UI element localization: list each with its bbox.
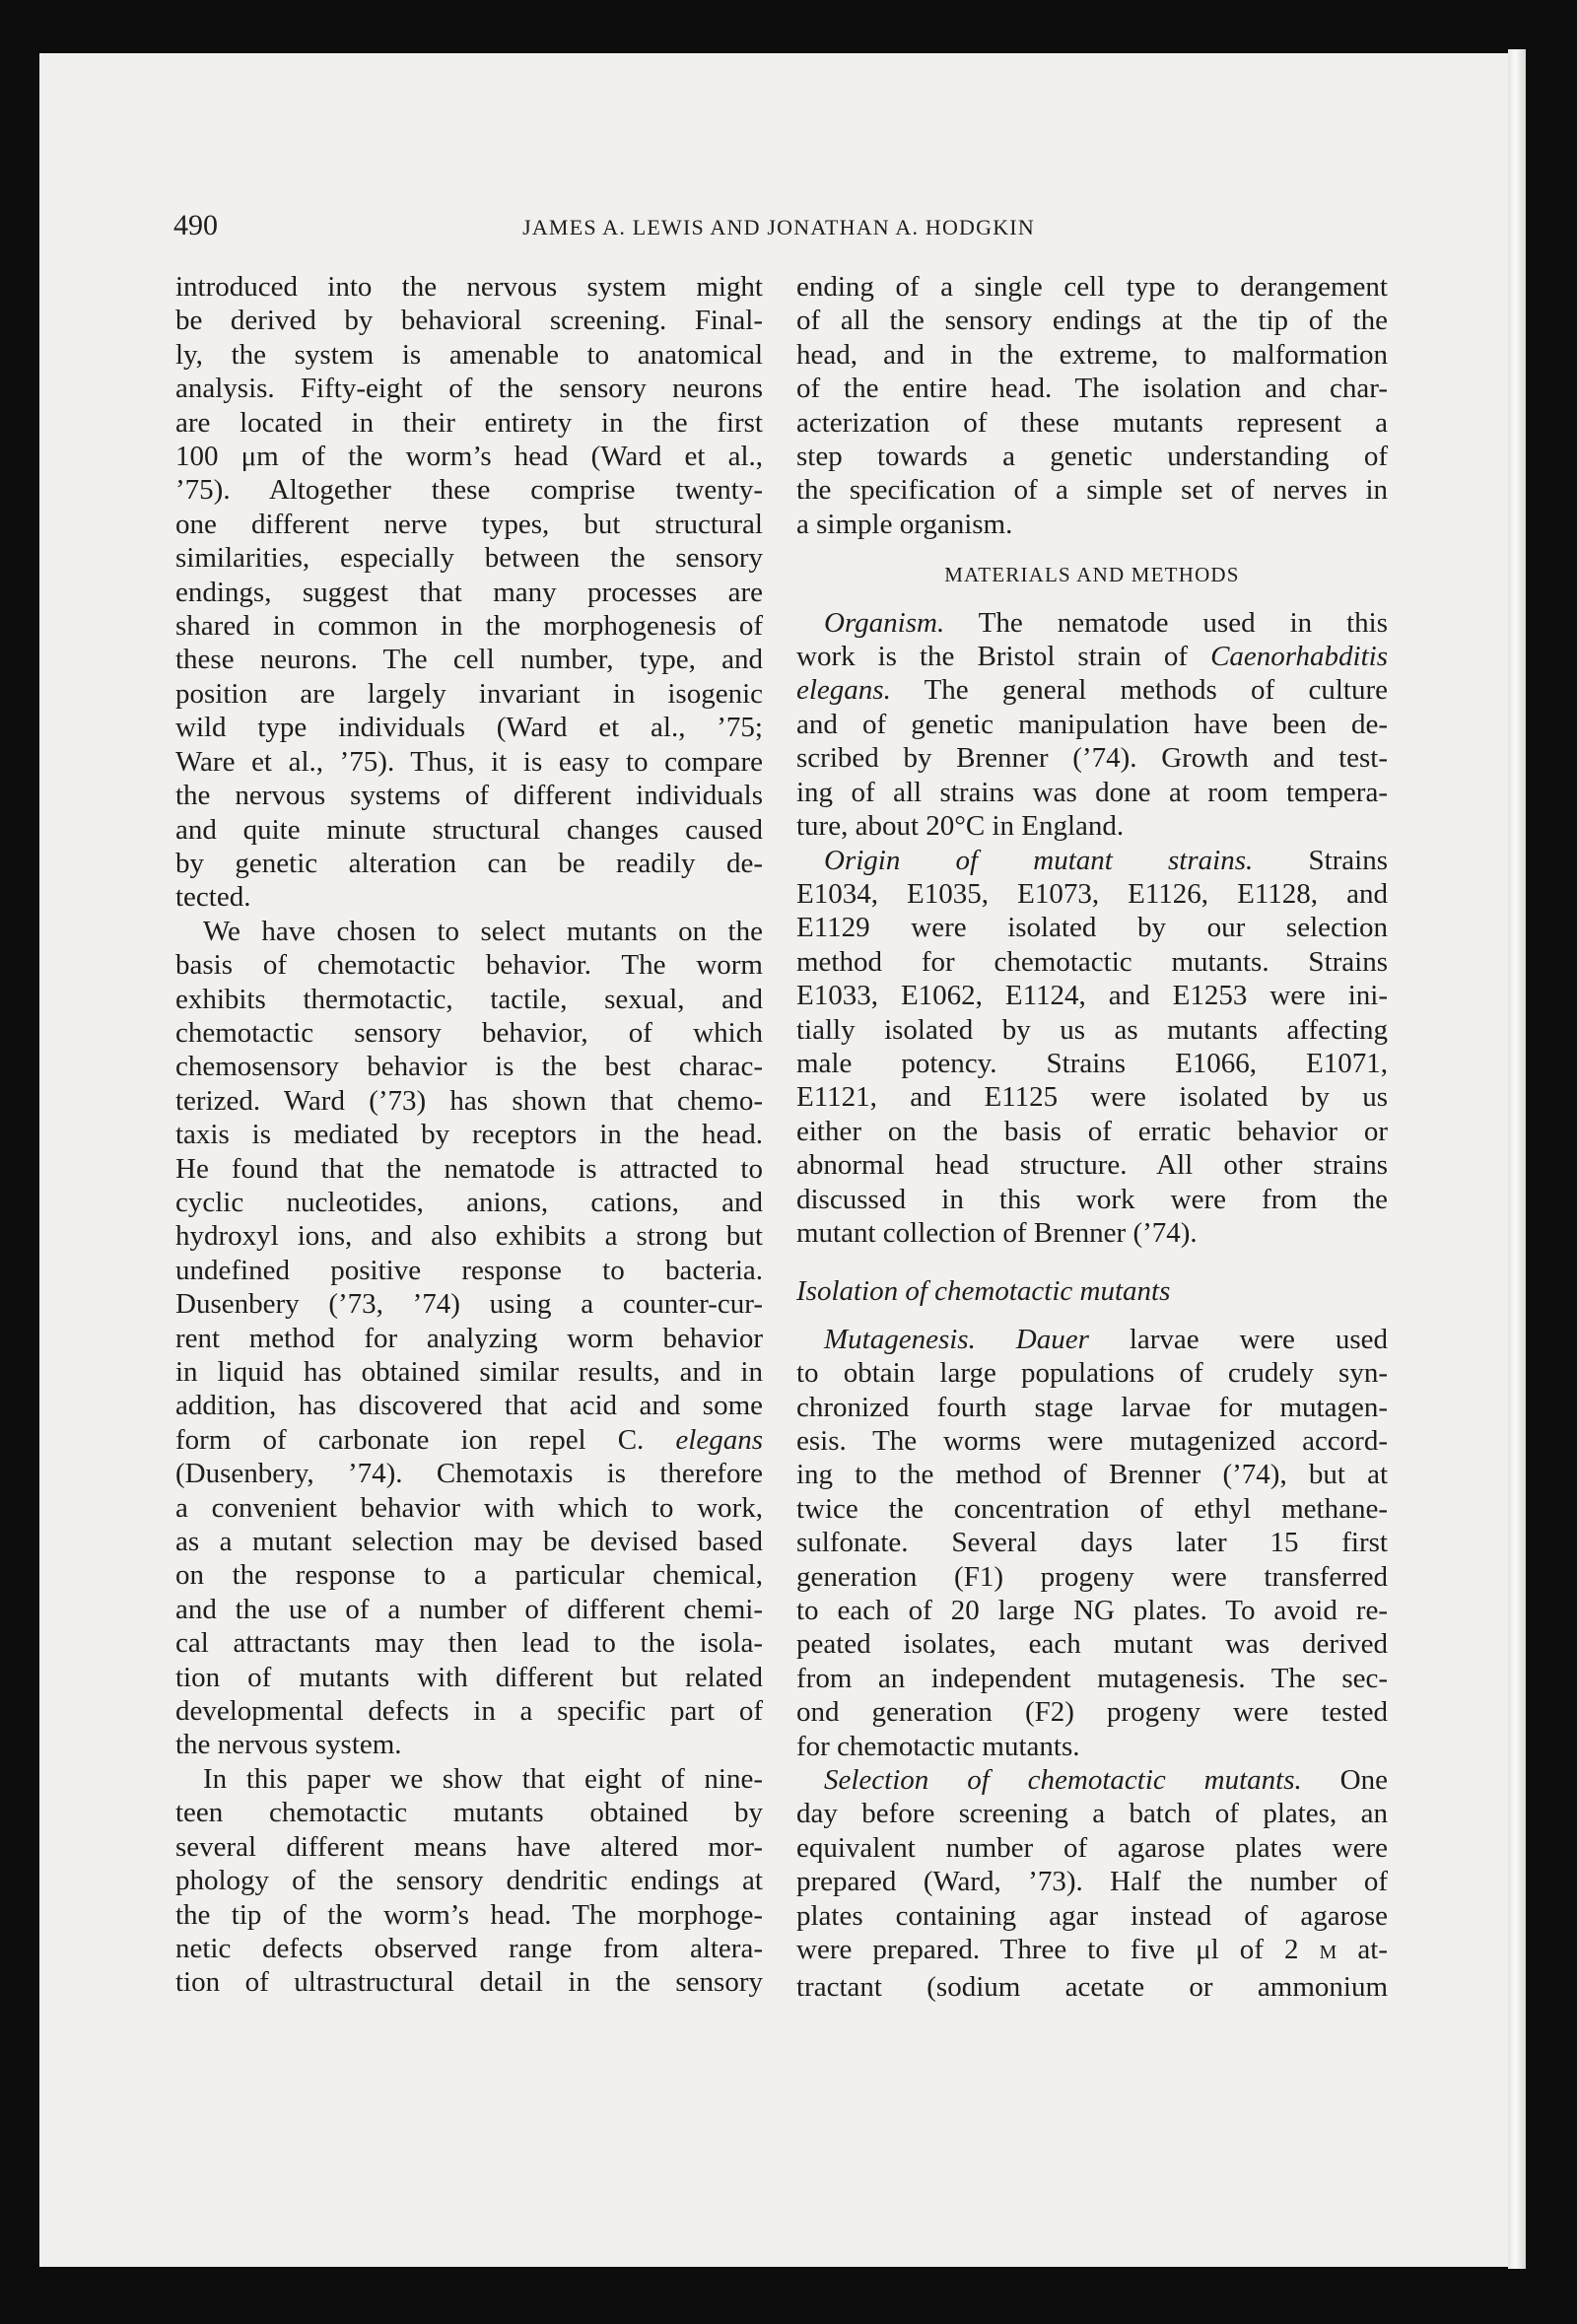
text-line: the nervous system. <box>175 1729 402 1761</box>
text-line: scribed by Brenner (’74). Growth and test- <box>796 742 1388 775</box>
text-line: in liquid has obtained similar results, and in <box>175 1356 763 1388</box>
text-line: abnormal head structure. All other strains <box>796 1149 1388 1182</box>
text-line: rent method for analyzing worm behavior <box>175 1322 763 1354</box>
text-line <box>796 606 1388 640</box>
text-line: of the entire head. The isolation and char- <box>796 373 1388 405</box>
text-line: tion of mutants with different but related <box>175 1661 763 1693</box>
text-line: to obtain large populations of crudely syn- <box>796 1357 1388 1390</box>
text-line: hydroxyl ions, and also exhibits a strong but <box>175 1220 763 1253</box>
text-line: developmental defects in a specific part of <box>175 1695 763 1728</box>
small-caps-text: M <box>1319 1942 1337 1964</box>
text-line: tion of ultrastructural detail in the sensory <box>175 1966 763 1999</box>
text-line: mutant collection of Brenner (’74). <box>796 1216 1198 1249</box>
text-line: addition, has discovered that acid and some <box>175 1390 763 1422</box>
italic-text: Caenorhabditis <box>1210 641 1388 673</box>
paragraph <box>796 1323 1388 1763</box>
text-line: wild type individuals (Ward et al., ’75; <box>175 712 763 744</box>
italic-text: Selection of chemotactic mutants. <box>824 1764 1302 1797</box>
text-span: Strains <box>1253 844 1388 876</box>
text-line: undefined positive response to bacteria. <box>175 1254 763 1286</box>
text-line: ing of all strains was done at room tempera- <box>796 776 1388 808</box>
text-line: tected. <box>175 881 251 914</box>
text-line: similarities, especially between the sensory <box>175 542 763 575</box>
italic-text: Origin of mutant strains. <box>824 844 1254 876</box>
text-line: tractant (sodium acetate or ammonium <box>796 1970 1388 2003</box>
text-line: step towards a genetic understanding of <box>796 441 1388 473</box>
text-line: ond generation (F2) progeny were tested <box>796 1696 1388 1729</box>
text-line: netic defects observed range from altera- <box>175 1932 763 1964</box>
text-line <box>796 1933 1388 1969</box>
text-line: these neurons. The cell number, type, and <box>175 644 763 676</box>
text-line: plates containing agar instead of agarose <box>796 1899 1388 1932</box>
text-line: head, and in the extreme, to malformation <box>796 338 1388 371</box>
text-line <box>796 844 1388 877</box>
text-span: were prepared. Three to five μl of 2 <box>796 1934 1320 1966</box>
text-line: from an independent mutagenesis. The sec- <box>796 1662 1388 1694</box>
text-line: phology of the sensory dendritic endings at <box>175 1865 763 1897</box>
text-line: teen chemotactic mutants obtained by <box>175 1797 763 1829</box>
text-span: The nematode used in this <box>944 606 1388 639</box>
text-span: work is the Bristol strain of <box>796 641 1211 673</box>
italic-text: elegans. <box>796 674 891 707</box>
text-line: day before screening a batch of plates, an <box>796 1798 1388 1830</box>
paragraph <box>796 844 1388 1251</box>
italic-text: elegans <box>675 1423 763 1456</box>
text-line: E1129 were isolated by our selection <box>796 912 1388 944</box>
text-line: Ware et al., ’75). Thus, it is easy to compare <box>175 745 763 778</box>
text-line <box>796 640 1388 673</box>
text-line: sulfonate. Several days later 15 first <box>796 1527 1388 1559</box>
right-column <box>796 270 1388 2004</box>
paragraph <box>796 1763 1388 2004</box>
text-line: ing to the method of Brenner (’74), but at <box>796 1459 1388 1491</box>
text-line: analysis. Fifty-eight of the sensory neurons <box>175 373 763 405</box>
text-line: equivalent number of agarose plates were <box>796 1831 1388 1864</box>
text-line: ending of a single cell type to derangement <box>796 271 1388 303</box>
text-line: twice the concentration of ethyl methane- <box>796 1492 1388 1525</box>
italic-text: Mutagenesis. <box>824 1323 976 1355</box>
text-line: shared in common in the morphogenesis of <box>175 610 763 643</box>
text-line: the nervous systems of different individuals <box>175 780 763 812</box>
text-line: endings, suggest that many processes are <box>175 576 763 608</box>
paragraph <box>175 915 763 1762</box>
running-title: JAMES A. LEWIS AND JONATHAN A. HODGKIN <box>522 215 1035 239</box>
text-line: E1121, and E1125 were isolated by us <box>796 1081 1388 1114</box>
text-line: basis of chemotactic behavior. The worm <box>175 949 763 982</box>
text-line: E1033, E1062, E1124, and E1253 were ini- <box>796 980 1388 1012</box>
text-line: cyclic nucleotides, anions, cations, and <box>175 1186 763 1218</box>
text-line: one different nerve types, but structural <box>175 508 763 540</box>
text-line: as a mutant selection may be devised based <box>175 1526 763 1558</box>
text-line: and the use of a number of different chemi- <box>175 1593 763 1625</box>
page-number: 490 <box>173 209 218 241</box>
text-line: introduced into the nervous system might <box>175 271 763 303</box>
text-line: and of genetic manipulation have been de- <box>796 708 1388 740</box>
text-line: peated isolates, each mutant was derived <box>796 1628 1388 1661</box>
text-line: terized. Ward (’73) has shown that chemo- <box>175 1084 763 1117</box>
text-span: The general methods of culture <box>890 674 1388 707</box>
text-line: by genetic alteration can be readily de- <box>175 847 763 879</box>
text-line: a simple organism. <box>796 508 1013 540</box>
text-span <box>976 1324 1016 1355</box>
subsection-heading: Isolation of chemotactic mutants <box>796 1275 1171 1308</box>
text-line: several different means have altered mor- <box>175 1830 763 1863</box>
paragraph <box>175 1762 763 2000</box>
text-line: taxis is mediated by receptors in the head. <box>175 1119 763 1151</box>
text-line <box>796 1323 1388 1356</box>
text-line: method for chemotactic mutants. Strains <box>796 945 1388 978</box>
paragraph <box>796 606 1388 844</box>
text-line: (Dusenbery, ’74). Chemotaxis is therefore <box>175 1458 763 1490</box>
text-span: at- <box>1337 1934 1388 1966</box>
text-line: be derived by behavioral screening. Final- <box>175 305 763 337</box>
text-line: 100 μm of the worm’s head (Ward et al., <box>175 441 763 473</box>
text-line <box>796 673 1388 707</box>
text-line: position are largely invariant in isogenic <box>175 677 763 710</box>
text-line: Dusenbery (’73, ’74) using a counter-cur- <box>175 1288 763 1321</box>
section-heading: MATERIALS AND METHODS <box>944 563 1240 587</box>
text-span: One <box>1301 1764 1388 1797</box>
text-line: ly, the system is amenable to anatomical <box>175 338 763 371</box>
paragraph <box>796 270 1388 541</box>
text-line: esis. The worms were mutagenized accord- <box>796 1425 1388 1457</box>
text-line: a convenient behavior with which to work, <box>175 1491 763 1524</box>
text-line: and quite minute structural changes caused <box>175 813 763 846</box>
page-edge <box>1508 49 1526 2269</box>
text-line: We have chosen to select mutants on the <box>203 915 763 947</box>
left-column <box>175 270 763 2000</box>
text-line: In this paper we show that eight of nine- <box>203 1762 763 1795</box>
text-line: chronized fourth stage larvae for mutagen- <box>796 1391 1388 1423</box>
text-line: are located in their entirety in the first <box>175 406 763 439</box>
text-line: acterization of these mutants represent a <box>796 406 1388 439</box>
text-line: E1034, E1035, E1073, E1126, E1128, and <box>796 877 1388 910</box>
text-line <box>175 1423 763 1457</box>
text-span: form of carbonate ion repel C. <box>175 1423 676 1456</box>
text-line: cal attractants may then lead to the isola- <box>175 1627 763 1660</box>
text-line: the tip of the worm’s head. The morphoge- <box>175 1898 763 1931</box>
text-line <box>796 1763 1388 1797</box>
text-line: ’75). Altogether these comprise twenty- <box>175 474 763 507</box>
text-line: for chemotactic mutants. <box>796 1730 1080 1762</box>
text-line: chemotactic sensory behavior, of which <box>175 1016 763 1049</box>
italic-text: Dauer <box>1015 1323 1089 1355</box>
text-line: on the response to a particular chemical, <box>175 1559 763 1592</box>
text-line: He found that the nematode is attracted to <box>175 1152 763 1185</box>
text-line: the specification of a simple set of nerves in <box>796 474 1388 507</box>
text-line: tially isolated by us as mutants affecting <box>796 1013 1388 1046</box>
text-line: exhibits thermotactic, tactile, sexual, and <box>175 983 763 1015</box>
text-line: chemosensory behavior is the best charac- <box>175 1051 763 1083</box>
text-line: discussed in this work were from the <box>796 1183 1388 1215</box>
text-line: either on the basis of erratic behavior or <box>796 1115 1388 1147</box>
text-line: to each of 20 large NG plates. To avoid re- <box>796 1595 1388 1627</box>
text-span: larvae were used <box>1088 1323 1388 1355</box>
paragraph <box>175 270 763 915</box>
text-line: male potency. Strains E1066, E1071, <box>796 1047 1388 1079</box>
italic-text: Organism. <box>824 606 945 639</box>
text-line: prepared (Ward, ’73). Half the number of <box>796 1866 1388 1898</box>
text-line: ture, about 20°C in England. <box>796 810 1125 843</box>
text-line: generation (F1) progeny were transferred <box>796 1560 1388 1593</box>
text-line: of all the sensory endings at the tip of the <box>796 305 1388 337</box>
